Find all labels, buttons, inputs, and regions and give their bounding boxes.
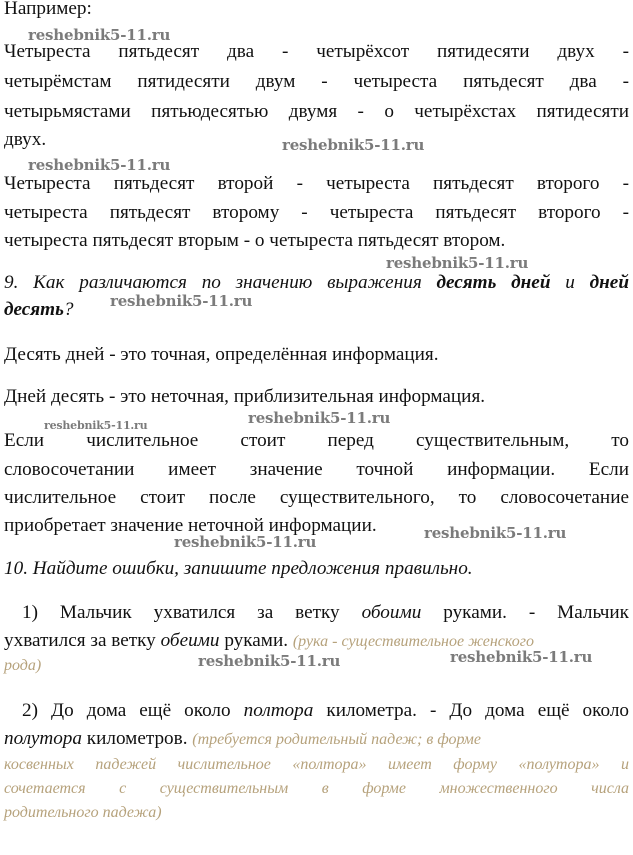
s1-note: (рука - существительное женского [292, 633, 535, 650]
watermark: reshebnik5-11.ru [28, 156, 171, 174]
answer-exact: Десять дней - это точная, определённая информация. [4, 344, 439, 365]
ordinal-line-3: четыреста пятьдесят вторым - о четыреста пятьдесят втором. [4, 230, 506, 251]
sentence-2-line-1 [22, 700, 629, 722]
q9-phrase-2a: дней [589, 272, 629, 293]
rule-line-4: приобретает значение неточной информации. [4, 515, 377, 536]
s1-text-f: руками. [219, 630, 293, 651]
watermark: reshebnik5-11.ru [28, 26, 171, 44]
declension-line-1: Четыреста пятьдесят два - четырёхсот пятидесяти двух - [4, 41, 629, 62]
s2-text-e: километров. [81, 728, 193, 749]
sentence-2-note-line-3: сочетается с существительным в форме множественного числа [4, 780, 629, 797]
declension-line-4: двух. [4, 129, 47, 150]
s1-wrong-word: обоими [361, 602, 422, 623]
s1-text-d: ухватился за ветку [4, 630, 161, 651]
sentence-1-line-1 [22, 602, 629, 624]
s2-correct-word: полутора [4, 728, 82, 749]
question-9-line-2 [4, 299, 629, 321]
watermark: reshebnik5-11.ru [386, 254, 529, 272]
q9-phrase-1: десять дней [436, 272, 551, 293]
rule-line-2: словосочетании имеет значение точной информации. Если [4, 459, 629, 480]
answer-approx: Дней десять - это неточная, приблизительная информация. [4, 386, 486, 407]
example-heading: Например: [4, 0, 92, 19]
q9-text: 9. Как различаются по значению выражения [4, 272, 437, 293]
watermark: reshebnik5-11.ru [424, 524, 567, 542]
ordinal-line-2: четыреста пятьдесят второму - четыреста пятьдесят второго - [4, 202, 629, 223]
s2-note: (требуется родительный падеж; в форме [192, 731, 481, 748]
s2-text-c: километра. - До дома ещё около [313, 700, 629, 721]
q9-and: и [550, 272, 590, 293]
s1-text-a: 1) Мальчик ухватился за ветку [22, 602, 362, 623]
rule-line-3: числительное стоит после существительного, то словосочетание [4, 487, 629, 508]
watermark: reshebnik5-11.ru [248, 409, 391, 427]
question-10: 10. Найдите ошибки, запишите предложения правильно. [4, 558, 473, 579]
ordinal-line-1: Четыреста пятьдесят второй - четыреста пятьдесят второго - [4, 173, 629, 194]
sentence-2-note-line-2: косвенных падежей числительное «полтора» имеет форму «полутора» и [4, 756, 629, 773]
watermark: reshebnik5-11.ru [44, 419, 148, 432]
watermark: reshebnik5-11.ru [450, 648, 593, 666]
watermark: reshebnik5-11.ru [110, 292, 253, 310]
s1-correct-word: обеими [160, 630, 220, 651]
s2-text-a: 2) До дома ещё около [22, 700, 244, 721]
declension-line-2: четырёмстам пятидесяти двум - четыреста пятьдесят два - [4, 71, 629, 92]
watermark: reshebnik5-11.ru [174, 533, 317, 551]
sentence-2-note-line-4: родительного падежа) [4, 804, 162, 821]
q9-phrase-2b: десять [4, 299, 64, 320]
sentence-1-note-line-2: рода) [4, 657, 42, 674]
s2-wrong-word: полтора [243, 700, 314, 721]
watermark: reshebnik5-11.ru [198, 652, 341, 670]
sentence-2-line-2 [4, 728, 629, 751]
q9-mark: ? [63, 299, 74, 320]
watermark: reshebnik5-11.ru [282, 136, 425, 154]
rule-line-1: Если числительное стоит перед существительным, то [4, 430, 629, 451]
s1-text-c: руками. - Мальчик [421, 602, 629, 623]
declension-line-3: четырьмястами пятьюдесятью двумя - о четырёхстах пятидесяти [4, 101, 629, 122]
question-9-line-1 [4, 272, 629, 294]
